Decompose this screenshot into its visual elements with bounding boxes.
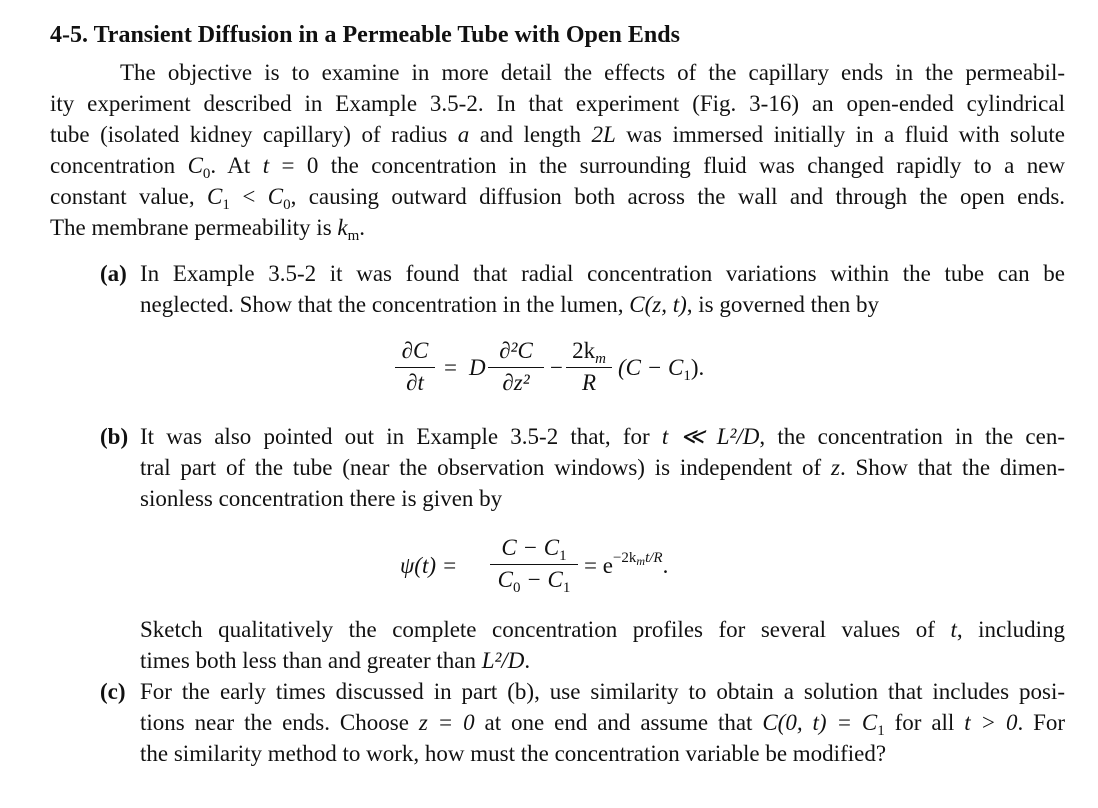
part-a-line-1: In Example 3.5-2 it was found that radial concentration variations within the tube can be — [140, 261, 1065, 286]
intro-line-1: The objective is to examine in more detail the effects of the capillary ends in the permeabil- — [120, 60, 1065, 85]
eq-b-rhs: = $e^{-2k_mt/R}$. — [584, 550, 669, 578]
intro-line-5: constant value, $C_1 < C_0$, causing outward diffusion both across the wall and through the open ends. — [50, 184, 1066, 213]
part-b-label: (b) — [100, 424, 129, 449]
eq-b-fraction: $C - C_1$ $C_0 - C_1$ — [490, 535, 578, 593]
part-b-line-1: It was also pointed out in Example 3.5-2 that, for t ≪ L²/D, the concentration in the cen- — [140, 424, 1066, 449]
eq-a-second-derivative: ∂²C ∂z² — [488, 338, 544, 396]
problem-title: Transient Diffusion in a Permeable Tube with Open Ends — [93, 22, 680, 48]
eq-b-lhs: ψ(t) = — [400, 553, 458, 578]
eq-a-minus: − — [550, 355, 563, 380]
part-b-sketch-line-1: Sketch qualitatively the complete concentration profiles for several values of t, including — [140, 617, 1065, 642]
intro-line-6: The membrane permeability is $k_m$. — [50, 215, 366, 244]
eq-a-diffusivity: D — [469, 355, 486, 380]
intro-line-4: concentration $C_0$. At t = 0 the concentration in the surrounding fluid was changed rapidly to a new — [50, 153, 1066, 182]
part-b-line-2: tral part of the tube (near the observation windows) is independent of z. Show that the dimen- — [140, 455, 1066, 480]
problem-heading — [50, 22, 680, 49]
part-c-line-1: For the early times discussed in part (b), use similarity to obtain a solution that includes posi- — [140, 679, 1065, 704]
part-c-line-3: the similarity method to work, how must the concentration variable be modified? — [140, 741, 887, 766]
part-c-line-2: tions near the ends. Choose z = 0 at one end and assume that C(0, $t) = C_1$ for all t > 0. For — [140, 710, 1066, 739]
part-b-sketch-line-2: times both less than and greater than L²/D. — [140, 648, 531, 673]
eq-a-equals: = — [444, 355, 457, 380]
eq-a-lhs-fraction: ∂C ∂t — [395, 338, 435, 396]
part-c-label: (c) — [100, 679, 126, 704]
part-a-line-2: neglected. Show that the concentration in the lumen, C(z, t), is governed then by — [140, 292, 880, 317]
eq-a-tail: $(C - C_1)$. — [618, 355, 705, 384]
part-b-line-3: sionless concentration there is given by — [140, 486, 503, 511]
intro-line-2: ity experiment described in Example 3.5-2. In that experiment (Fig. 3-16) an open-ended cylindrical — [50, 91, 1065, 116]
eq-a-coefficient: $2k_m$ R — [566, 338, 612, 396]
intro-line-3: tube (isolated kidney capillary) of radius a and length 2L was immersed initially in a fluid with solute — [50, 122, 1065, 147]
part-a-label: (a) — [100, 261, 127, 286]
problem-number: 4-5. — [50, 22, 88, 48]
